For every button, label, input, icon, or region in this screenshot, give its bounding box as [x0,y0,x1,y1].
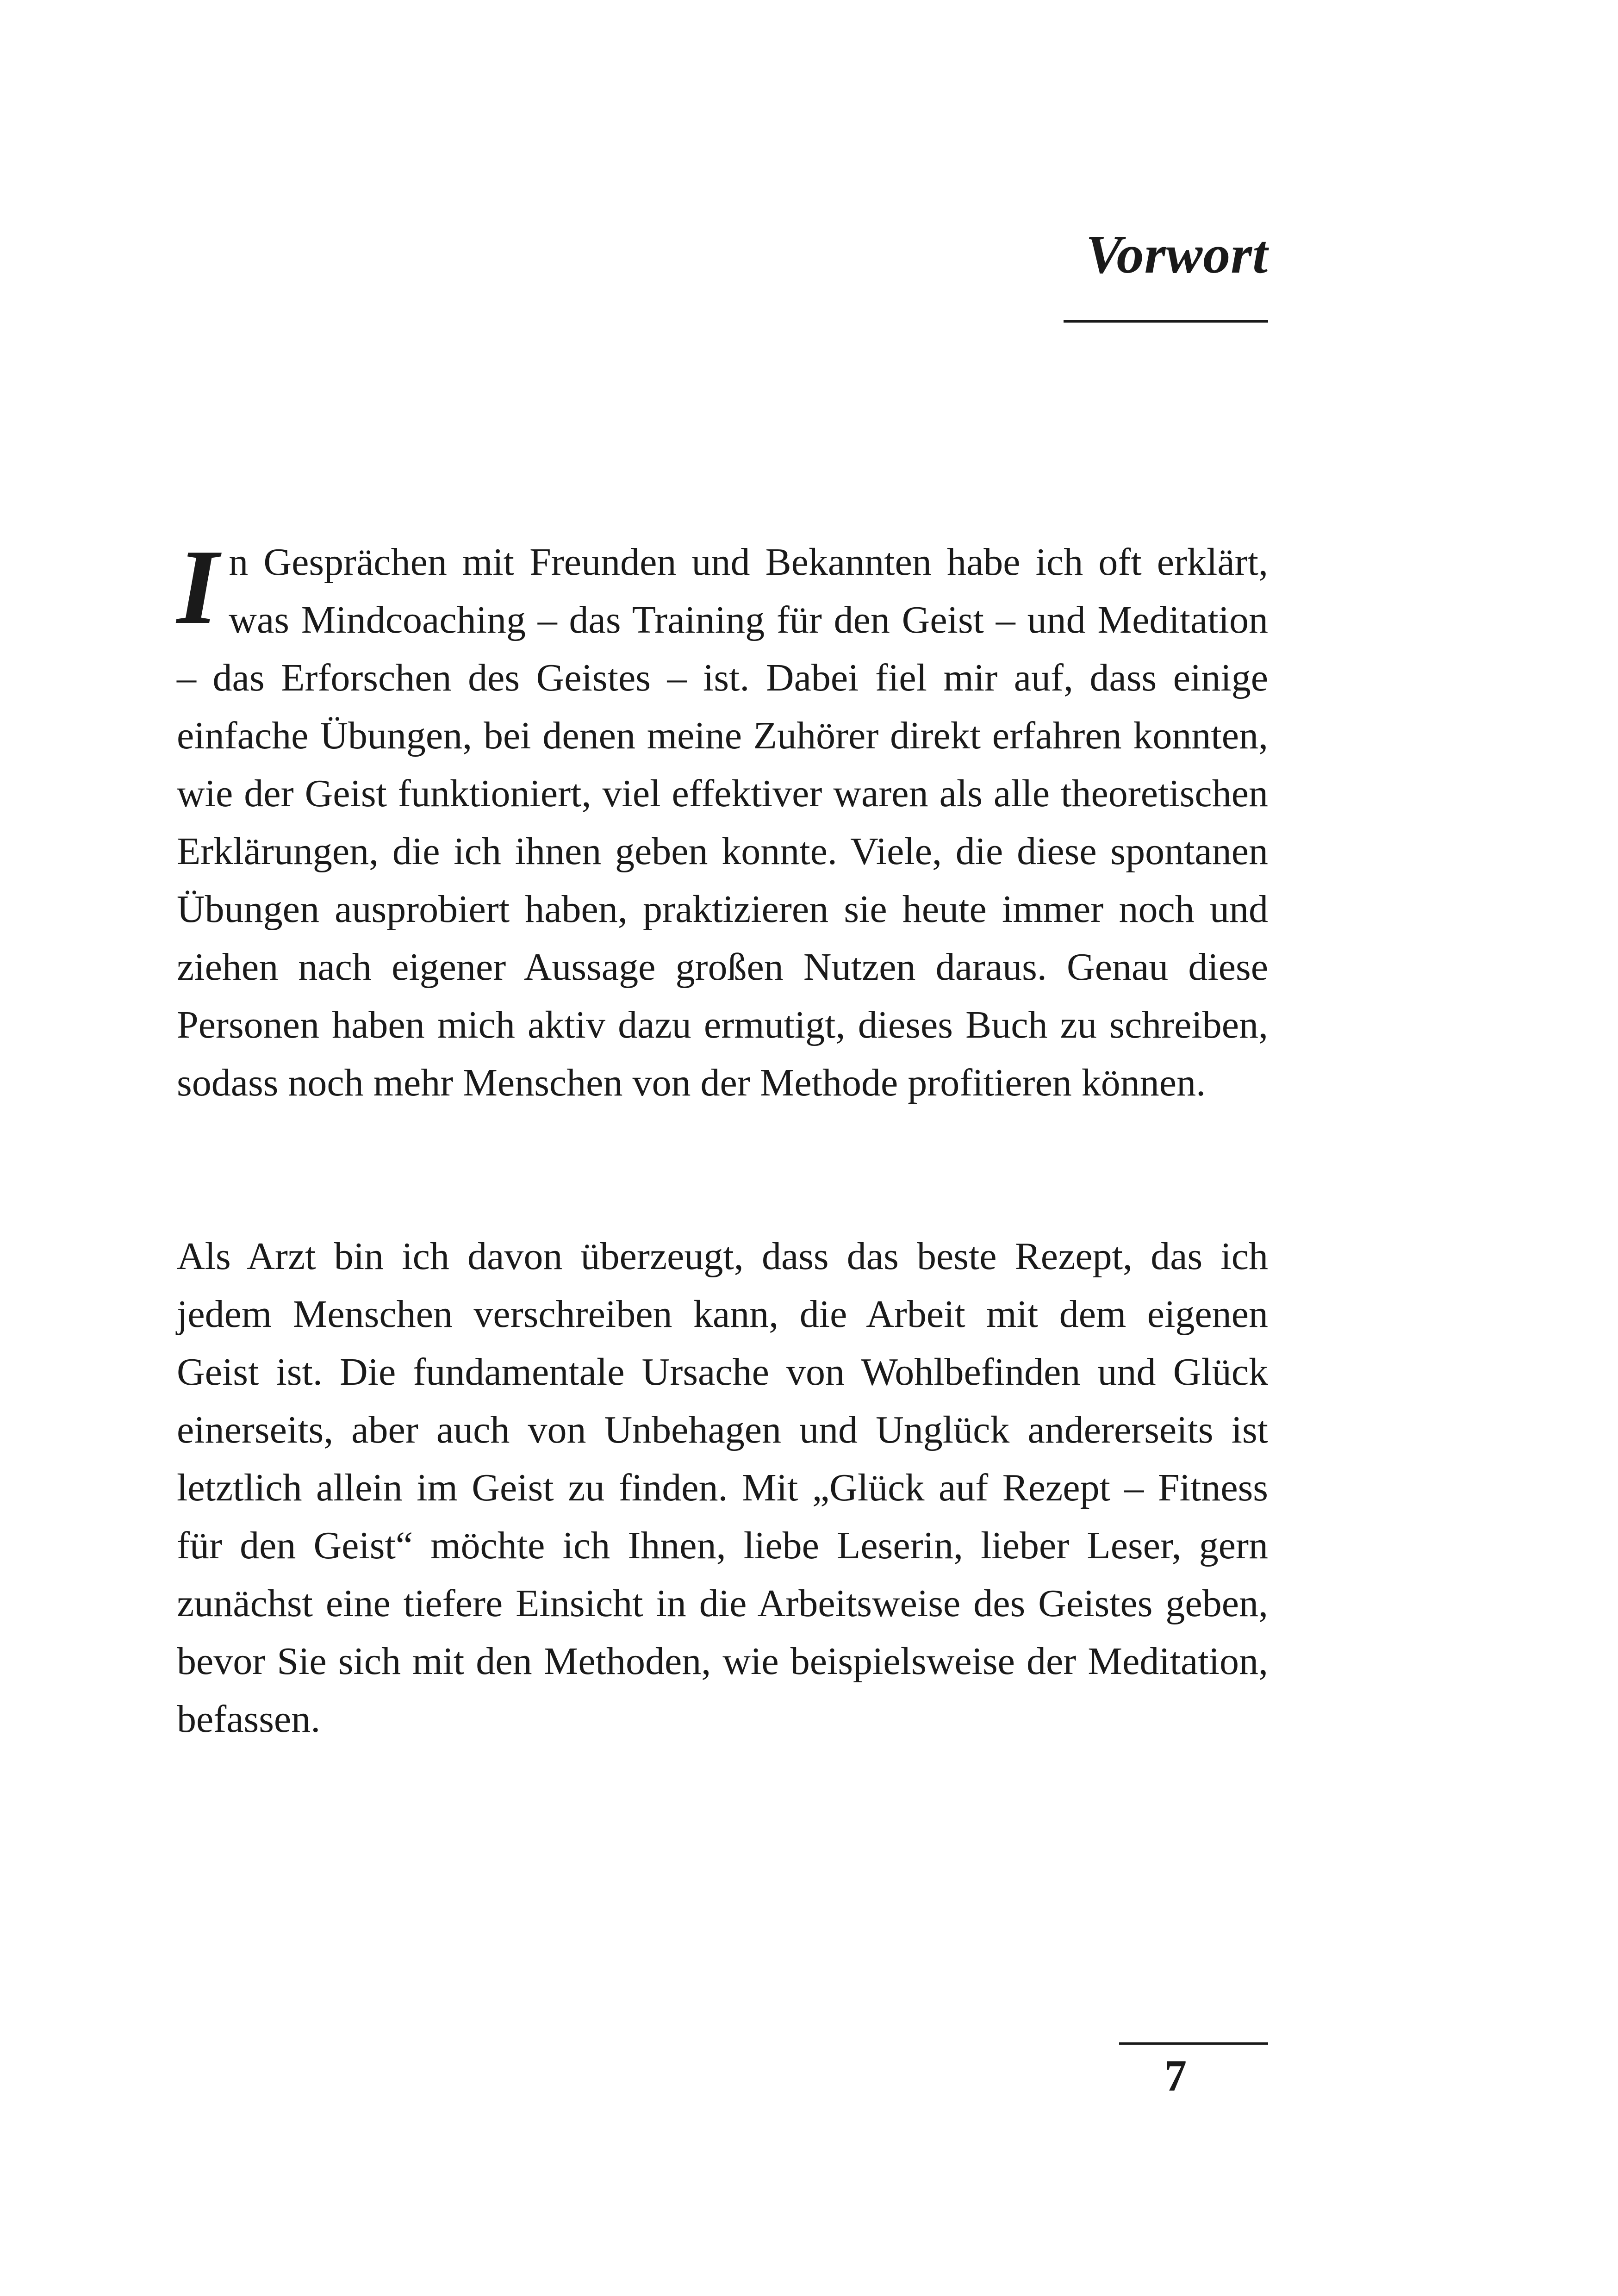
footer-rule [1119,2042,1268,2045]
title-underline [1064,320,1268,323]
paragraph-second-text: Als Arzt bin ich davon überzeugt, dass das beste Rezept, das ich jedem Menschen verschreiben kann, die Arbeit mit dem eigenen Geist ist. Die fundamentale Ursache von Wohlbefinden und Glück einerseits, aber auch von Unbehagen und Unglück andererseits ist letztlich allein im Geist zu finden. Mit „Glück auf Rezept – Fitness für den Geist“ möchte ich Ihnen, liebe Leserin, lieber Leser, gern zunächst eine tiefere Einsicht in die Arbeitsweise des Geistes geben, bevor Sie sich mit den Methoden, wie beispielsweise der Meditation, befassen. [177,1235,1268,1741]
paragraph-intro [177,528,1268,1112]
drop-cap: I [177,528,219,647]
paragraph-intro-text: n Gesprächen mit Freunden und Bekannten habe ich oft erklärt, was Mindcoaching – das Training für den Geist – und Meditation – das Erforschen des Geistes – ist. Dabei fiel mir auf, dass einige einfache Übungen, bei denen meine Zuhörer direkt erfahren konnten, wie der Geist funktioniert, viel effektiver waren als alle theoretischen Erklärungen, die ich ihnen geben konnte. Viele, die diese spontanen Übungen ausprobiert haben, praktizieren sie heute immer noch und ziehen nach eigener Aussage großen Nutzen daraus. Genau diese Personen haben mich aktiv dazu ermutigt, dieses Buch zu schreiben, sodass noch mehr Menschen von der Methode profitieren können. [177,541,1268,1104]
chapter-title: Vorwort [1086,224,1268,285]
page-number: 7 [1164,2051,1187,2100]
paragraph-second [177,1227,1268,1748]
